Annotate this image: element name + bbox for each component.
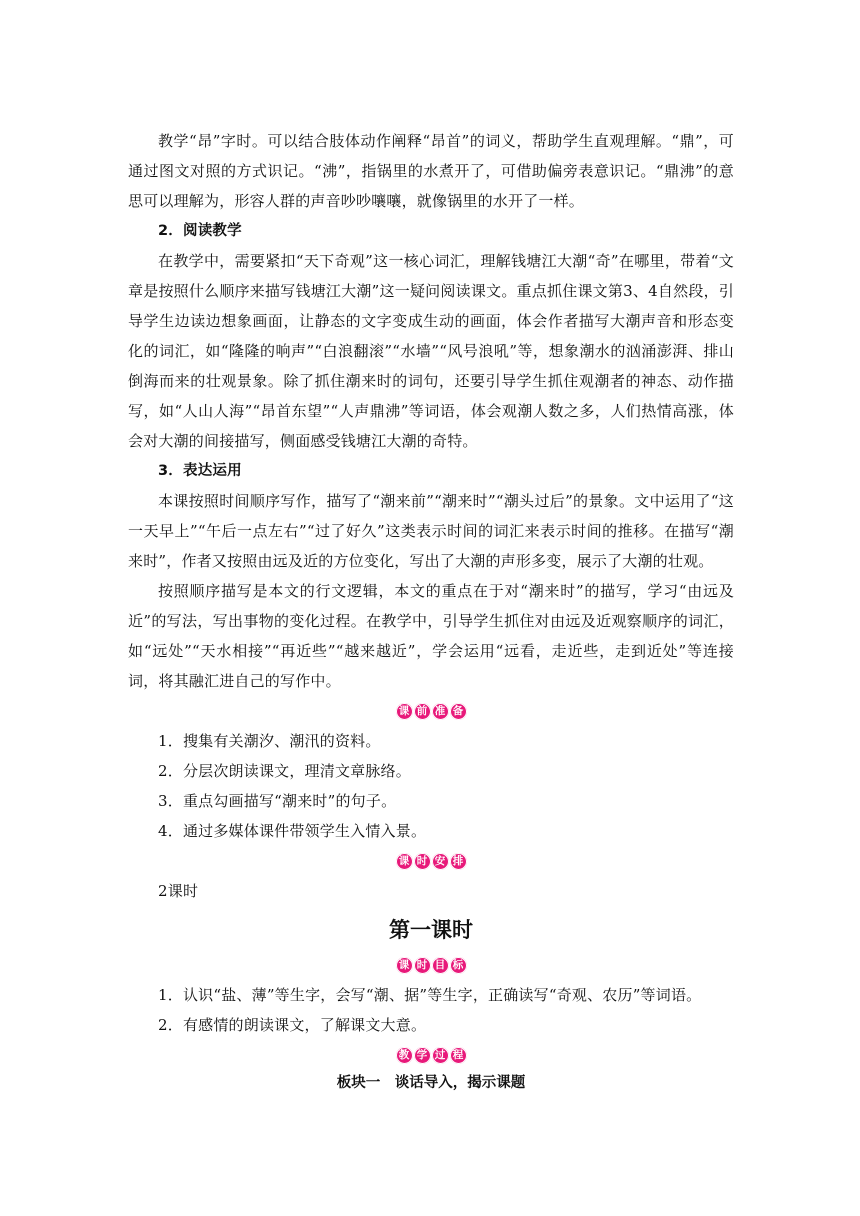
badge-goals: [396, 957, 467, 974]
goal-item: 2．有感情的朗读课文，了解课文大意。: [158, 1016, 427, 1034]
badge-char: 备: [450, 703, 467, 720]
badge-char: 程: [450, 1047, 467, 1064]
lesson-title: 第一课时: [389, 918, 473, 942]
badge-char: 标: [450, 957, 467, 974]
badge-char: 教: [396, 1047, 413, 1064]
badge-goals-row: [128, 950, 734, 980]
badge-char: 准: [432, 703, 449, 720]
paragraph-expression-2: 按照顺序描写是本文的行文逻辑，本文的重点在于对“潮来时”的描写，学习“由远及近”的写法，写出事物的变化过程。在教学中，引导学生抓住对由远及近观察顺序的词汇，如“远处”“天水相接”“再近些”“越来越近”，学会运用“远看，走近些，走到近处”等连接词，将其融汇进自己的写作中。: [128, 582, 734, 690]
badge-process-row: [128, 1040, 734, 1070]
badge-char: 学: [414, 1047, 431, 1064]
badge-char: 安: [432, 853, 449, 870]
badge-schedule: [396, 853, 467, 870]
badge-schedule-row: [128, 846, 734, 876]
badge-char: 排: [450, 853, 467, 870]
prep-item: 4．通过多媒体课件带领学生入情入景。: [158, 822, 427, 840]
badge-prep-row: [128, 696, 734, 726]
prep-item: 3．重点勾画描写“潮来时”的句子。: [158, 792, 397, 810]
prep-item: 1．搜集有关潮汐、潮汛的资料。: [158, 732, 381, 750]
heading-expression: 3．表达运用: [158, 463, 242, 479]
prep-item: 2．分层次朗读课文，理清文章脉络。: [158, 762, 411, 780]
badge-char: 课: [396, 853, 413, 870]
badge-char: 时: [414, 957, 431, 974]
badge-process: [396, 1047, 467, 1064]
badge-char: 过: [432, 1047, 449, 1064]
badge-char: 时: [414, 853, 431, 870]
badge-char: 课: [396, 957, 413, 974]
document-body: [128, 126, 734, 1096]
badge-char: 前: [414, 703, 431, 720]
badge-prep: [396, 703, 467, 720]
paragraph-reading-teaching: 在教学中，需要紧扣“天下奇观”这一核心词汇，理解钱塘江大潮“奇”在哪里，带着“文章是按照什么顺序来描写钱塘江大潮”这一疑问阅读课文。重点抓住课文第3、4自然段，引导学生边读边想象画面，让静态的文字变成生动的画面，体会作者描写大潮声音和形态变化的词汇，如“隆隆的响声”“白浪翻滚”“水墙”“风号浪吼”等，想象潮水的汹涌澎湃、排山倒海而来的壮观景象。除了抓住潮来时的词句，还要引导学生抓住观潮者的神态、动作描写，如“人山人海”“昂首东望”“人声鼎沸”等词语，体会观潮人数之多，人们热情高涨，体会对大潮的间接描写，侧面感受钱塘江大潮的奇特。: [128, 252, 734, 450]
section-title: 板块一 谈话导入，揭示课题: [336, 1075, 526, 1091]
heading-reading-teaching: 2．阅读教学: [158, 223, 242, 239]
paragraph-character-teaching: 教学“昂”字时。可以结合肢体动作阐释“昂首”的词义，帮助学生直观理解。“鼎”，可通过图文对照的方式识记。“沸”，指锅里的水煮开了，可借助偏旁表意识记。“鼎沸”的意思可以理解为，形容人群的声音吵吵嚷嚷，就像锅里的水开了一样。: [128, 132, 734, 210]
schedule-text: 2课时: [158, 882, 199, 900]
badge-char: 课: [396, 703, 413, 720]
badge-char: 目: [432, 957, 449, 974]
goal-item: 1．认识“盐、薄”等生字，会写“潮、据”等生字，正确读写“奇观、农历”等词语。: [158, 986, 702, 1004]
paragraph-expression-1: 本课按照时间顺序写作，描写了“潮来前”“潮来时”“潮头过后”的景象。文中运用了“这一天早上”“午后一点左右”“过了好久”这类表示时间的词汇来表示时间的推移。在描写“潮来时”，作者又按照由远及近的方位变化，写出了大潮的声形多变，展示了大潮的壮观。: [128, 492, 734, 570]
